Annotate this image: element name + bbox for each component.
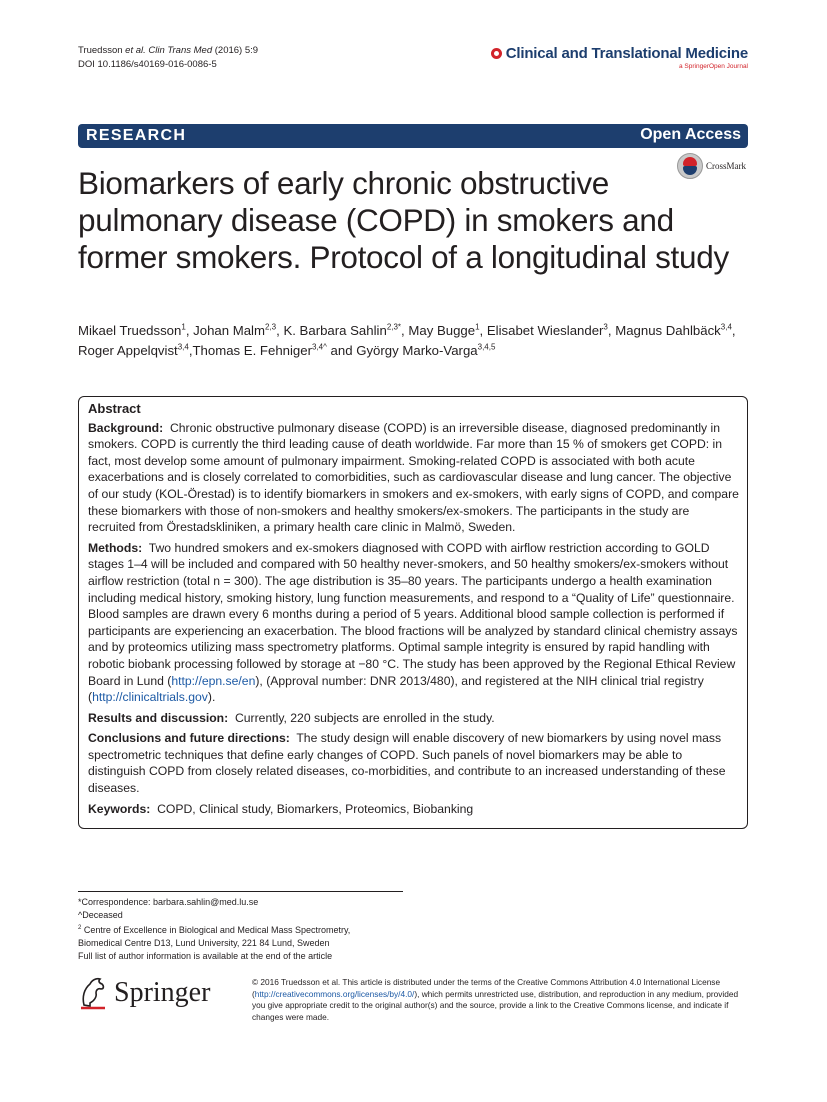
journal-mark-icon (491, 48, 502, 59)
doi: DOI 10.1186/s40169-016-0086-5 (78, 59, 217, 70)
springer-horse-icon (78, 975, 108, 1011)
abstract-conclusions: Conclusions and future directions: The study design will enable discovery of new biomarkers by using novel mass spectrometric techniques that define early changes of COPD. Such panels of novel biomarkers may be able to distinguish COPD from closely related diseases, co-morbidities, and contribute to an increased understanding of these diseases. (88, 731, 726, 796)
citation-line: Truedsson et al. Clin Trans Med (2016) 5:9 (78, 45, 259, 56)
journal-subtitle: a SpringerOpen Journal (678, 63, 748, 70)
author-separator: and (326, 343, 357, 358)
abstract-methods: Methods: Two hundred smokers and ex-smokers diagnosed with COPD with airflow restriction according to GOLD stages 1–4 will be included and compared with 50 healthy never-smokers, and 50 healthy smokers/ex-smokers without airflow restriction (total n = 300). The age distribution is 35–80 years. The participants undergo a health examination including medical history, smoking history, lung function measurements, and respond to a “Quality of Life” questionnaire. Blood samples are drawn every 6 months during a period of 5 years. Additional blood sample collection is performed if participants are experiencing an exacerbation. The blood fractions will be analyzed by standard clinical chemistry assays and by proteomics utilizing mass spectrometry platforms. Optimal sample integrity is ensured by rapid handling with robotic biobank processing followed by storage at −80 °C. The study has been approved by the Regional Ethical Review Board in Lund (http://epn.se/en), (Approval number: DNR 2013/480), and registered at the NIH clinical trial registry (http://clinicaltrials.gov). (88, 540, 738, 705)
clinicaltrials-link[interactable]: http://clinicaltrials.gov (92, 690, 208, 705)
author-list (78, 321, 750, 361)
author-separator: , (607, 323, 616, 338)
footnotes (78, 896, 350, 963)
epn-link[interactable]: http://epn.se/en (171, 673, 256, 688)
open-access-label: Open Access (640, 126, 741, 143)
affiliation-line2: Biomedical Centre D13, Lund University, 221 84 Lund, Sweden (78, 938, 330, 948)
citation-header (78, 44, 258, 72)
publisher-name: Springer (114, 977, 211, 1008)
footnote-divider (78, 891, 403, 892)
journal-logo (491, 45, 748, 70)
author-name: May Bugge (408, 323, 476, 338)
author-separator: , (276, 323, 284, 338)
author-name: Roger Appelqvist (78, 343, 178, 358)
author-affiliation-sup: 3,4,5 (477, 342, 496, 352)
author-name: Magnus Dahlbäck (615, 323, 721, 338)
license-text: © 2016 Truedsson et al. This article is distributed under the terms of the Creative Commons Attribution 4.0 International License (http://creativecommons.org/licenses/by/4.0/), which permits unrestricted use, distribution, and reproduction in any medium, provided you give appropriate credit to the original author(s) and the source, provide a link to the Creative Commons license, and indicate if changes were made. (252, 977, 739, 1022)
author-separator: , (185, 323, 194, 338)
author-name: Elisabet Wieslander (486, 323, 604, 338)
deceased-note: ^Deceased (78, 910, 123, 920)
author-name: Thomas E. Fehniger (192, 343, 312, 358)
article-title: Biomarkers of early chronic obstructive pulmonary disease (COPD) in smokers and former smokers. Protocol of a longitudinal study (78, 165, 729, 275)
abstract-keywords: Keywords: COPD, Clinical study, Biomarkers, Proteomics, Biobanking (88, 801, 474, 816)
author-affiliation-sup: 3,4 (177, 342, 189, 352)
springer-logo (78, 975, 210, 1011)
author-affiliation-sup: 1 (475, 322, 480, 332)
author-affiliation-sup: 2,3 (264, 322, 277, 332)
correspondence: *Correspondence: barbara.sahlin@med.lu.se (78, 897, 259, 907)
affiliation: $^2$ Centre of Excellence in Biological and Medical Mass Spectrometry, (78, 925, 351, 935)
author-affiliation-sup: 3,4 (720, 322, 732, 332)
author-name: K. Barbara Sahlin (283, 323, 387, 338)
abstract-heading: Abstract (88, 401, 141, 416)
author-separator: , (401, 323, 409, 338)
abstract-background: Background: Chronic obstructive pulmonary disease (COPD) is an irreversible disease, diagnosed predominantly in smokers. COPD is currently the third leading cause of death worldwide. Far more than 15 % of smokers get COPD: in fact, most develop some amount of pulmonary impairment. Smoking-related COPD is associated with both acute exacerbations and is closely correlated to comorbidities, such as cardiovascular disease and lung cancer. The objective of our study (KOL-Örestad) is to identify biomarkers in smokers and ex-smokers, with early signs of COPD, and compare these biomarkers with those of non-smokers and healthy smokers/ex-smokers. The participants in the study are recruited from Örestadskliniken, a primary health care clinic in Malmö, Sweden. (88, 420, 739, 535)
crossmark-label: CrossMark (706, 161, 746, 171)
author-affiliation-sup: 3 (603, 322, 608, 332)
author-affiliation-sup: 2,3* (386, 322, 402, 332)
author-name: Johan Malm (193, 323, 265, 338)
author-affiliation-sup: 1 (181, 322, 186, 332)
author-separator: , (188, 343, 193, 358)
author-name: György Marko‑Varga (356, 343, 478, 358)
abstract-results: Results and discussion: Currently, 220 subjects are enrolled in the study. (88, 710, 495, 725)
author-separator: , (731, 323, 736, 338)
full-author-info-note: Full list of author information is available at the end of the article (78, 951, 333, 961)
abstract (88, 401, 740, 821)
creative-commons-link[interactable]: http://creativecommons.org/licenses/by/4.0/ (254, 988, 415, 999)
author-affiliation-sup: 3,4^ (311, 342, 327, 352)
journal-name: Clinical and Translational Medicine (505, 45, 748, 62)
author-name: Mikael Truedsson (78, 323, 182, 338)
author-separator: , (479, 323, 487, 338)
section-label: RESEARCH (86, 127, 187, 144)
